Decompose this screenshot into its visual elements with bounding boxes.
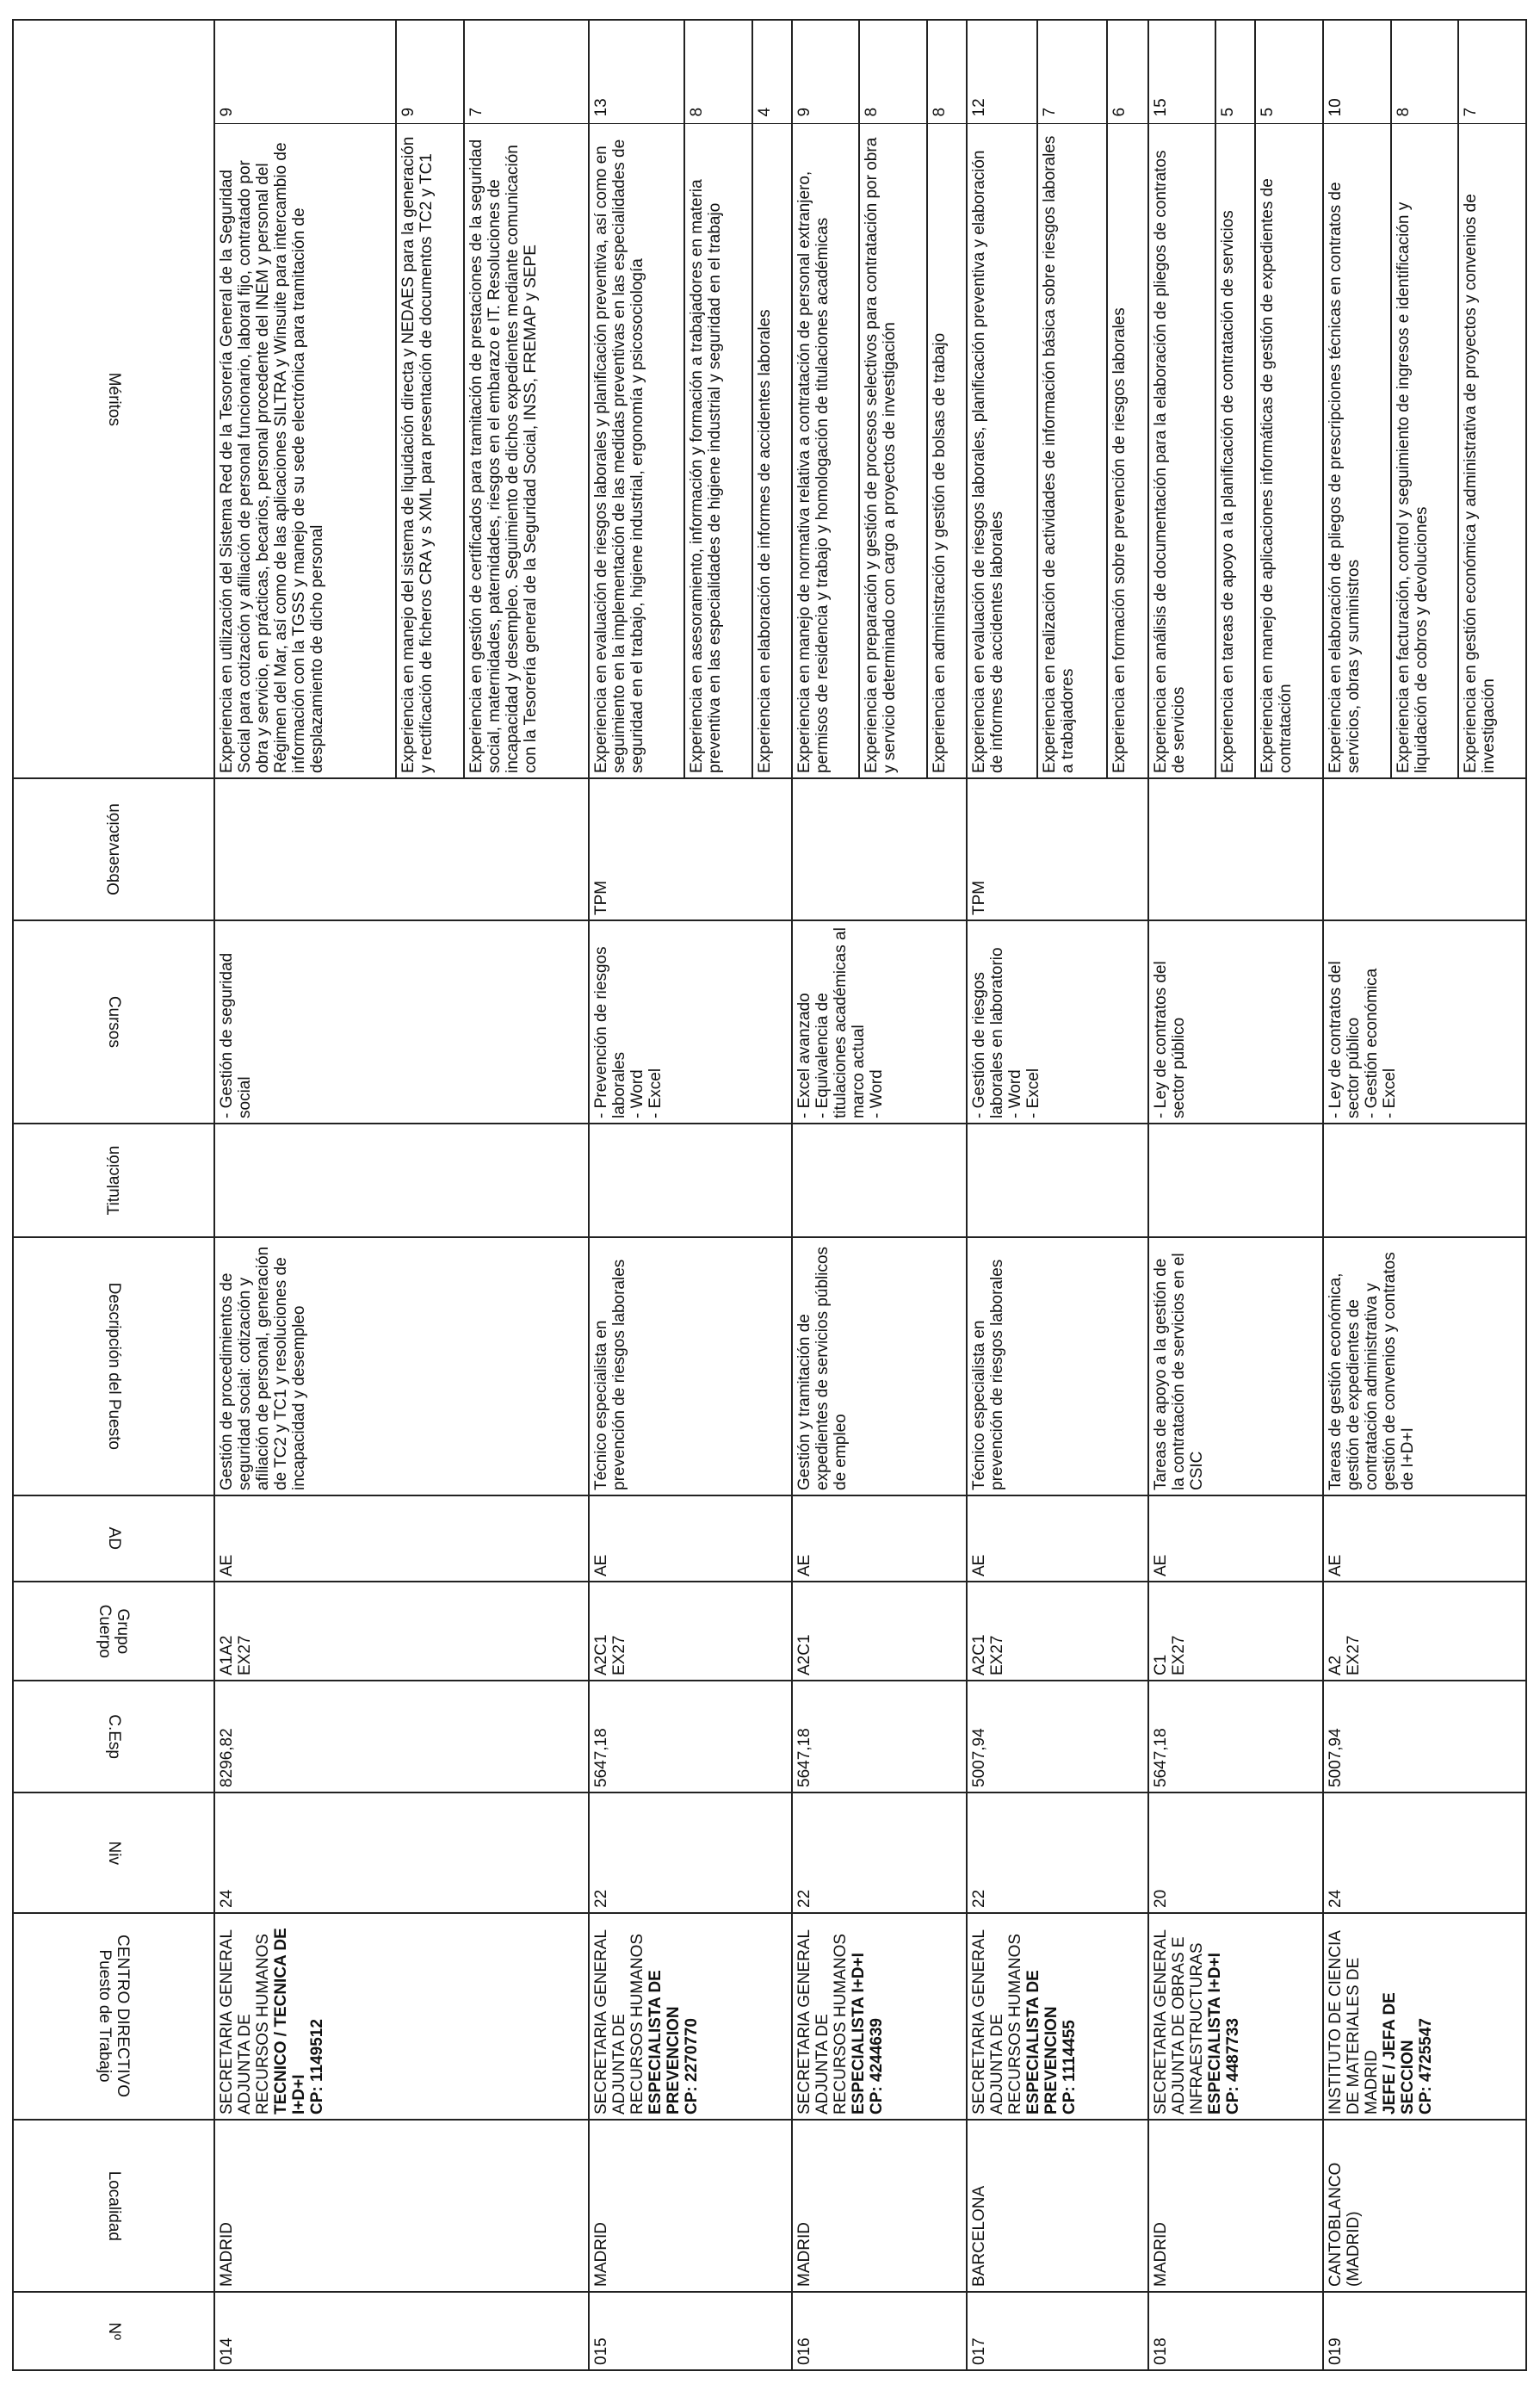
curso-item: - Gestión de riesgos laborales en laboratorio [969,947,1006,1118]
nivel-cell: 20 [1148,1792,1323,1913]
merito-text: Experiencia en evaluación de riesgos laborales, planificación preventiva y elaboración de informes de accidentes laborales [967,124,1037,778]
table-row [1323,20,1391,2370]
merito-points: 7 [1037,20,1108,124]
complemento-especifico-cell: 5007,94 [967,1681,1148,1792]
curso-item: - Excel [1024,1068,1042,1118]
row-number: 018 [1148,2292,1323,2370]
codigo-puesto: CP: 2270770 [682,2018,701,2114]
cursos-cell [589,920,792,1124]
titulacion-cell [1323,1124,1526,1237]
header-cell [13,920,214,1124]
titulacion-cell [214,1124,589,1237]
nivel-cell: 22 [589,1792,792,1913]
header-cell [13,1124,214,1237]
localidad-cell: MADRID [214,2120,589,2292]
titulacion-cell [792,1124,967,1237]
adscripcion-cell: AE [1323,1495,1526,1582]
complemento-especifico-cell: 5007,94 [1323,1681,1526,1792]
header-cell [13,1582,214,1681]
observacion-cell [1323,778,1526,920]
grupo-cuerpo-cell [1148,1582,1323,1681]
adscripcion-cell: AE [792,1495,967,1582]
codigo-puesto: CP: 4725547 [1416,2018,1435,2114]
descripcion-cell: Tareas de apoyo a la gestión de la contratación de servicios en el CSIC [1148,1237,1323,1495]
header-cell [13,1681,214,1792]
centro-directivo: SECRETARIA GENERAL ADJUNTA DE RECURSOS HUMANOS [218,1929,272,2114]
header-ad: AD [104,1526,123,1551]
codigo-puesto: CP: 4244639 [867,2018,886,2114]
merito-points: 9 [792,20,860,124]
merito-points: 8 [684,20,752,124]
puesto-trabajo: JEFE / JEFA DE SECCION [1380,1992,1417,2114]
complemento-especifico-cell: 5647,18 [589,1681,792,1792]
curso-item: - Gestión económica [1362,968,1381,1118]
descripcion-cell: Gestión de procedimientos de seguridad social: cotización y afiliación de personal, generación de TC2 y TC1 y resoluciones de incapacidad y desempleo [214,1237,589,1495]
header-meritos: Méritos [104,372,123,426]
localidad-cell: CANTOBLANCO (MADRID) [1323,2120,1526,2292]
centro-directivo: SECRETARIA GENERAL ADJUNTA DE RECURSOS HUMANOS [795,1929,850,2114]
merito-points: 10 [1323,20,1391,124]
grupo-value: A2C1 [795,1634,813,1675]
complemento-especifico-cell: 5647,18 [792,1681,967,1792]
curso-item: - Word [867,1069,886,1118]
curso-item: - Word [1005,1069,1024,1118]
grupo-cuerpo-cell [1323,1582,1526,1681]
puesto-trabajo: ESPECIALISTA DE PREVENCION [646,1970,683,2114]
header-titulacion: Titulación [104,1145,123,1216]
cuerpo-value: EX27 [236,1635,254,1675]
header-cell [13,20,214,778]
cursos-cell [214,920,589,1124]
puesto-trabajo: ESPECIALISTA DE PREVENCION [1024,1970,1061,2114]
observacion-cell [792,778,967,920]
adscripcion-cell: AE [1148,1495,1323,1582]
puesto-trabajo: TECNICO / TECNICA DE I+D+I [272,1928,308,2114]
nivel-cell: 24 [1323,1792,1526,1913]
grupo-value: A2C1 [591,1634,610,1675]
centro-directivo: INSTITUTO DE CIENCIA DE MATERIALES DE MADRID [1326,1931,1381,2114]
curso-item: - Excel avanzado [795,993,813,1118]
merito-points: 9 [396,20,464,124]
merito-points: 4 [752,20,792,124]
row-number: 019 [1323,2292,1526,2370]
merito-text: Experiencia en preparación y gestión de procesos selectivos para contratación por obra y servicio determinado con cargo a proyectos de investigación [859,124,927,778]
cursos-cell [1323,920,1526,1124]
table-row [214,20,396,2370]
descripcion-cell: Técnico especialista en prevención de riesgos laborales [589,1237,792,1495]
centro-cell [967,1913,1148,2120]
cuerpo-value: EX27 [987,1635,1006,1675]
header-cell [13,2292,214,2370]
merito-points: 8 [859,20,927,124]
centro-cell [214,1913,589,2120]
table-body [214,20,1526,2370]
cursos-cell [792,920,967,1124]
curso-item: - Prevención de riesgos laborales [591,946,628,1118]
header-cell [13,2120,214,2292]
table-row [792,20,860,2370]
merito-points: 5 [1215,20,1255,124]
merito-points: 5 [1255,20,1323,124]
merito-text: Experiencia en manejo de normativa relativa a contratación de personal extranjero, permisos de residencia y trabajo y homologación de titulaciones académicas [792,124,860,778]
descripcion-cell: Gestión y tramitación de expedientes de servicios públicos de empleo [792,1237,967,1495]
grupo-cuerpo-cell [967,1582,1148,1681]
merito-points: 8 [1391,20,1459,124]
curso-item: - Equivalencia de titulaciones académicas al marco actual [813,927,868,1118]
localidad-cell: BARCELONA [967,2120,1148,2292]
merito-text: Experiencia en facturación, control y seguimiento de ingresos e identificación y liquidación de cobros y devoluciones [1391,124,1459,778]
curso-item: - Gestión de seguridad social [218,952,254,1118]
row-number: 016 [792,2292,967,2370]
complemento-especifico-cell: 8296,82 [214,1681,589,1792]
localidad-cell: MADRID [1148,2120,1323,2292]
header-cesp: C.Esp [104,1714,123,1759]
header-cell [13,778,214,920]
grupo-value: A2 [1326,1655,1345,1675]
descripcion-cell: Técnico especialista en prevención de riesgos laborales [967,1237,1148,1495]
cuerpo-value: EX27 [609,1635,628,1675]
merito-text: Experiencia en manejo de aplicaciones informáticas de gestión de expedientes de contratación [1255,124,1323,778]
merito-points: 9 [214,20,396,124]
complemento-especifico-cell: 5647,18 [1148,1681,1323,1792]
header-niv: Niv [104,1841,123,1865]
header-cursos: Cursos [104,995,123,1049]
centro-directivo: SECRETARIA GENERAL ADJUNTA DE RECURSOS HUMANOS [591,1929,646,2114]
adscripcion-cell: AE [967,1495,1148,1582]
nivel-cell: 22 [967,1792,1148,1913]
merito-text: Experiencia en formación sobre prevención de riesgos laborales [1107,124,1147,778]
observacion-cell [214,778,589,920]
centro-directivo: SECRETARIA GENERAL ADJUNTA DE RECURSOS HUMANOS [969,1929,1024,2114]
row-number: 014 [214,2292,589,2370]
merito-text: Experiencia en tareas de apoyo a la planificación de contratación de servicios [1215,124,1255,778]
grupo-cuerpo-cell [214,1582,589,1681]
observacion-cell [1148,778,1323,920]
merito-text: Experiencia en administración y gestión de bolsas de trabajo [927,124,967,778]
merito-points: 15 [1148,20,1216,124]
codigo-puesto: CP: 4487733 [1223,2018,1242,2114]
centro-cell [1323,1913,1526,2120]
merito-points: 7 [464,20,589,124]
codigo-puesto: CP: 1114455 [1060,2020,1079,2114]
merito-text: Experiencia en gestión económica y administrativa de proyectos y convenios de investigación [1458,124,1526,778]
centro-cell [792,1913,967,2120]
titulacion-cell [967,1124,1148,1237]
grupo-value: A2C1 [969,1634,988,1675]
merito-text: Experiencia en evaluación de riesgos laborales y planificación preventiva, así como en seguimiento en la implementación de las medidas preventivas en las especialidades de seguridad en el trabajo, higiene industrial, ergonomía y psicosociología [589,124,685,778]
adscripcion-cell: AE [214,1495,589,1582]
curso-item: - Ley de contratos del sector público [1326,961,1363,1118]
cursos-cell [967,920,1148,1124]
curso-item: - Excel [1380,1068,1399,1118]
positions-table [12,19,1527,2371]
descripcion-cell: Tareas de gestión económica, gestión de expedientes de contratación administrativa y gestión de convenios y contratos de I+D+I [1323,1237,1526,1495]
header-observacion: Observación [104,803,123,895]
observacion-cell: TPM [589,778,792,920]
grupo-value: A1A2 [218,1635,236,1675]
curso-item: - Excel [646,1068,665,1118]
header-num: Nº [104,2322,123,2340]
header-row [13,20,214,2370]
centro-directivo: SECRETARIA GENERAL ADJUNTA DE OBRAS E INFRAESTRUCTURAS [1151,1929,1206,2114]
header-cell [13,1913,214,2120]
grupo-cuerpo-cell [589,1582,792,1681]
nivel-cell: 24 [214,1792,589,1913]
cuerpo-value: EX27 [1344,1635,1363,1675]
merito-text: Experiencia en utilización del Sistema Red de la Tesorería General de la Seguridad Social para cotización y afiliación de personal funcionario, laboral fijo, contratado por obra y servicio, en prácticas, becarios, personal procedente del INEM y personal del Régimen del Mar, así como de las aplicaciones SILTRA y Winsuite para intercambio de información con la TGSS y manejo de su sede electrónica para tramitación de desplazamiento de dicho personal [214,124,396,778]
centro-cell [589,1913,792,2120]
merito-points: 12 [967,20,1037,124]
grupo-cuerpo-cell [792,1582,967,1681]
merito-points: 13 [589,20,685,124]
curso-item: - Ley de contratos del sector público [1151,961,1188,1118]
header-descripcion: Descripción del Puesto [104,1282,123,1451]
merito-text: Experiencia en realización de actividades de información básica sobre riesgos laborales a trabajadores [1037,124,1108,778]
puesto-trabajo: ESPECIALISTA I+D+I [1205,1953,1224,2114]
merito-points: 8 [927,20,967,124]
merito-text: Experiencia en gestión de certificados para tramitación de prestaciones de la seguridad social, maternidades, paternidades, riesgos en el embarazo e IT. Resoluciones de incapacidad y desempleo. Seguimiento de dichos expedientes mediante comunicación con la Tesorería general de la Seguridad Social, INSS, FREMAP y SEPE [464,124,589,778]
codigo-puesto: CP: 1149512 [308,2019,326,2114]
merito-text: Experiencia en asesoramiento, información y formación a trabajadores en materia preventiva en las especialidades de higiene industrial y seguridad en el trabajo [684,124,752,778]
adscripcion-cell: AE [589,1495,792,1582]
merito-text: Experiencia en elaboración de informes de accidentes laborales [752,124,792,778]
curso-item: - Word [628,1069,646,1118]
nivel-cell: 22 [792,1792,967,1913]
header-cell [13,1237,214,1495]
merito-points: 6 [1107,20,1147,124]
grupo-value: C1 [1151,1654,1170,1675]
localidad-cell: MADRID [589,2120,792,2292]
header-cell [13,1495,214,1582]
header-centro: CENTRO DIRECTIVO Puesto de Trabajo [96,1935,132,2098]
cuerpo-value: EX27 [1169,1635,1188,1675]
header-localidad: Localidad [104,2170,123,2241]
merito-points: 7 [1458,20,1526,124]
cursos-cell [1148,920,1323,1124]
merito-text: Experiencia en elaboración de pliegos de prescripciones técnicas en contratos de servicios, obras y suministros [1323,124,1391,778]
table-row [967,20,1037,2370]
header-grupo: Grupo Cuerpo [96,1604,132,1658]
header-cell [13,1792,214,1913]
centro-cell [1148,1913,1323,2120]
table-row [589,20,685,2370]
merito-text: Experiencia en análisis de documentación para la elaboración de pliegos de contratos de servicios [1148,124,1216,778]
titulacion-cell [589,1124,792,1237]
row-number: 015 [589,2292,792,2370]
table-row [1148,20,1216,2370]
merito-text: Experiencia en manejo del sistema de liquidación directa y NEDAES para la generación y rectificación de ficheros CRA y s XML para presentación de documentos TC2 y TC1 [396,124,464,778]
observacion-cell: TPM [967,778,1148,920]
titulacion-cell [1148,1124,1323,1237]
row-number: 017 [967,2292,1148,2370]
localidad-cell: MADRID [792,2120,967,2292]
puesto-trabajo: ESPECIALISTA I+D+I [849,1953,868,2114]
